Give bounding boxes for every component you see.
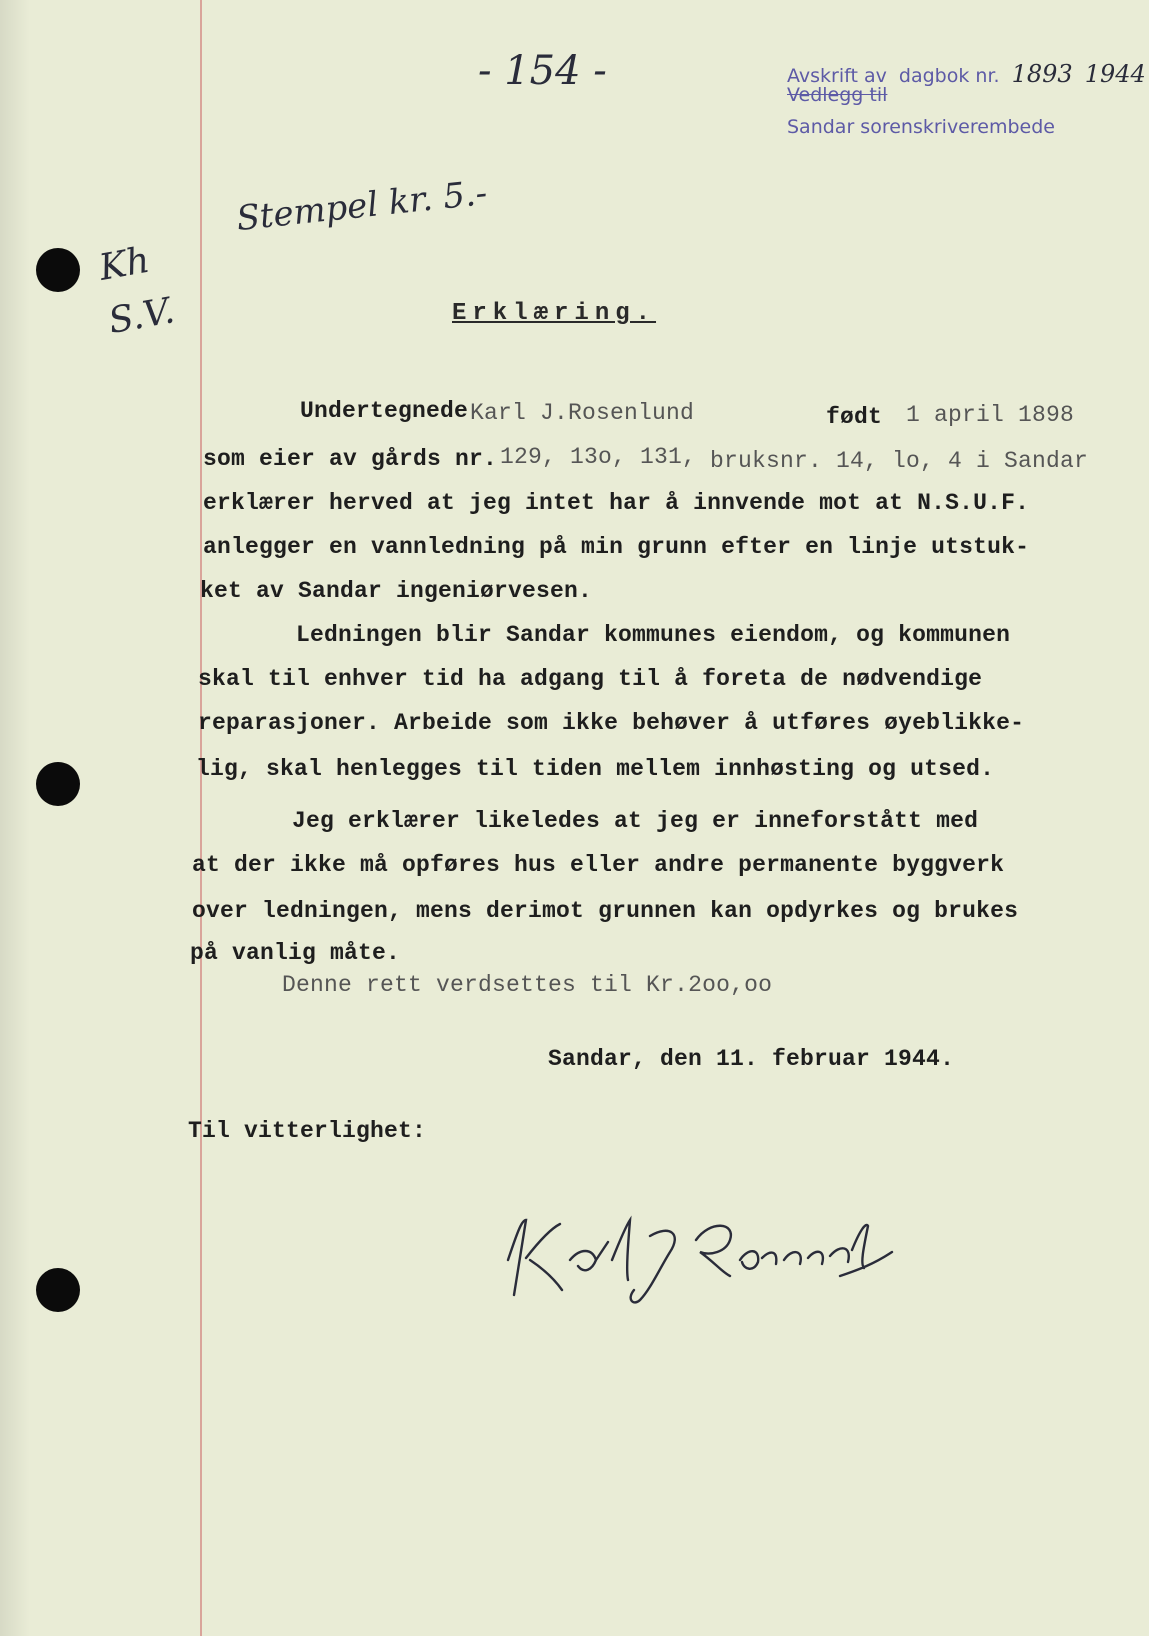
margin-note-stempel: Stempel kr. 5.- [234, 172, 489, 240]
page-edge-shadow [0, 0, 30, 1636]
body-line-14: Denne rett verdsettes til Kr.2oo,oo [282, 972, 773, 998]
signature [500, 1200, 900, 1310]
punch-hole [36, 248, 80, 292]
body-line-4: anlegger en vannledning på min grunn efter en linje utstuk- [203, 534, 1030, 560]
body-line-5: ket av Sandar ingeniørvesen. [200, 578, 593, 604]
initials: Kh S.V. [96, 239, 178, 343]
body-line-2b: 129, 13o, 131, [500, 444, 697, 470]
punch-hole [36, 762, 80, 806]
stamp-dagbok: dagbok nr. [898, 65, 1000, 87]
body-line-10: Jeg erklærer likeledes at jeg er inneforstått med [292, 808, 979, 834]
body-line-3: erklærer herved at jeg intet har å innvende mot at N.S.U.F. [203, 490, 1030, 516]
stamp-office-name: Sandar sorenskriverembede [787, 116, 1055, 138]
punch-hole [36, 1268, 80, 1312]
body-line-6: Ledningen blir Sandar kommunes eiendom, og kommunen [296, 622, 1011, 648]
body-line-1a: Undertegnede [300, 398, 469, 424]
body-line-7: skal til enhver tid ha adgang til å foreta de nødvendige [198, 666, 983, 692]
body-line-11: at der ikke må opføres hus eller andre permanente byggverk [192, 852, 1005, 878]
body-line-12: over ledningen, mens derimot grunnen kan opdyrkes og brukes [192, 898, 1019, 924]
body-line-13: på vanlig måte. [190, 940, 401, 966]
body-line-2a: som eier av gårds nr. [203, 446, 498, 472]
stamp-year: 1944 [1084, 60, 1146, 88]
page-number: - 154 - [478, 48, 607, 94]
stamp-dagbok-number: 1893 [1011, 60, 1073, 88]
witness-line: Til vitterlighet: [188, 1118, 427, 1144]
body-line-8: reparasjoner. Arbeide som ikke behøver å utføres øyeblikke- [198, 710, 1025, 736]
stamp-vedlegg-struck: Vedlegg til [787, 84, 888, 106]
body-line-9: lig, skal henlegges til tiden mellem innhøsting og utsed. [196, 756, 995, 782]
body-line-1b: Karl J.Rosenlund [470, 400, 695, 426]
document-title: Erklæring. [452, 300, 657, 327]
date-line: Sandar, den 11. februar 1944. [548, 1046, 955, 1072]
margin-line [200, 0, 202, 1636]
body-line-1d: 1 april 1898 [906, 402, 1075, 428]
stamp-avskrift: Avskrift av [787, 65, 887, 87]
body-line-1c: født [826, 404, 883, 430]
body-line-2c: bruksnr. 14, lo, 4 i Sandar [710, 448, 1089, 474]
